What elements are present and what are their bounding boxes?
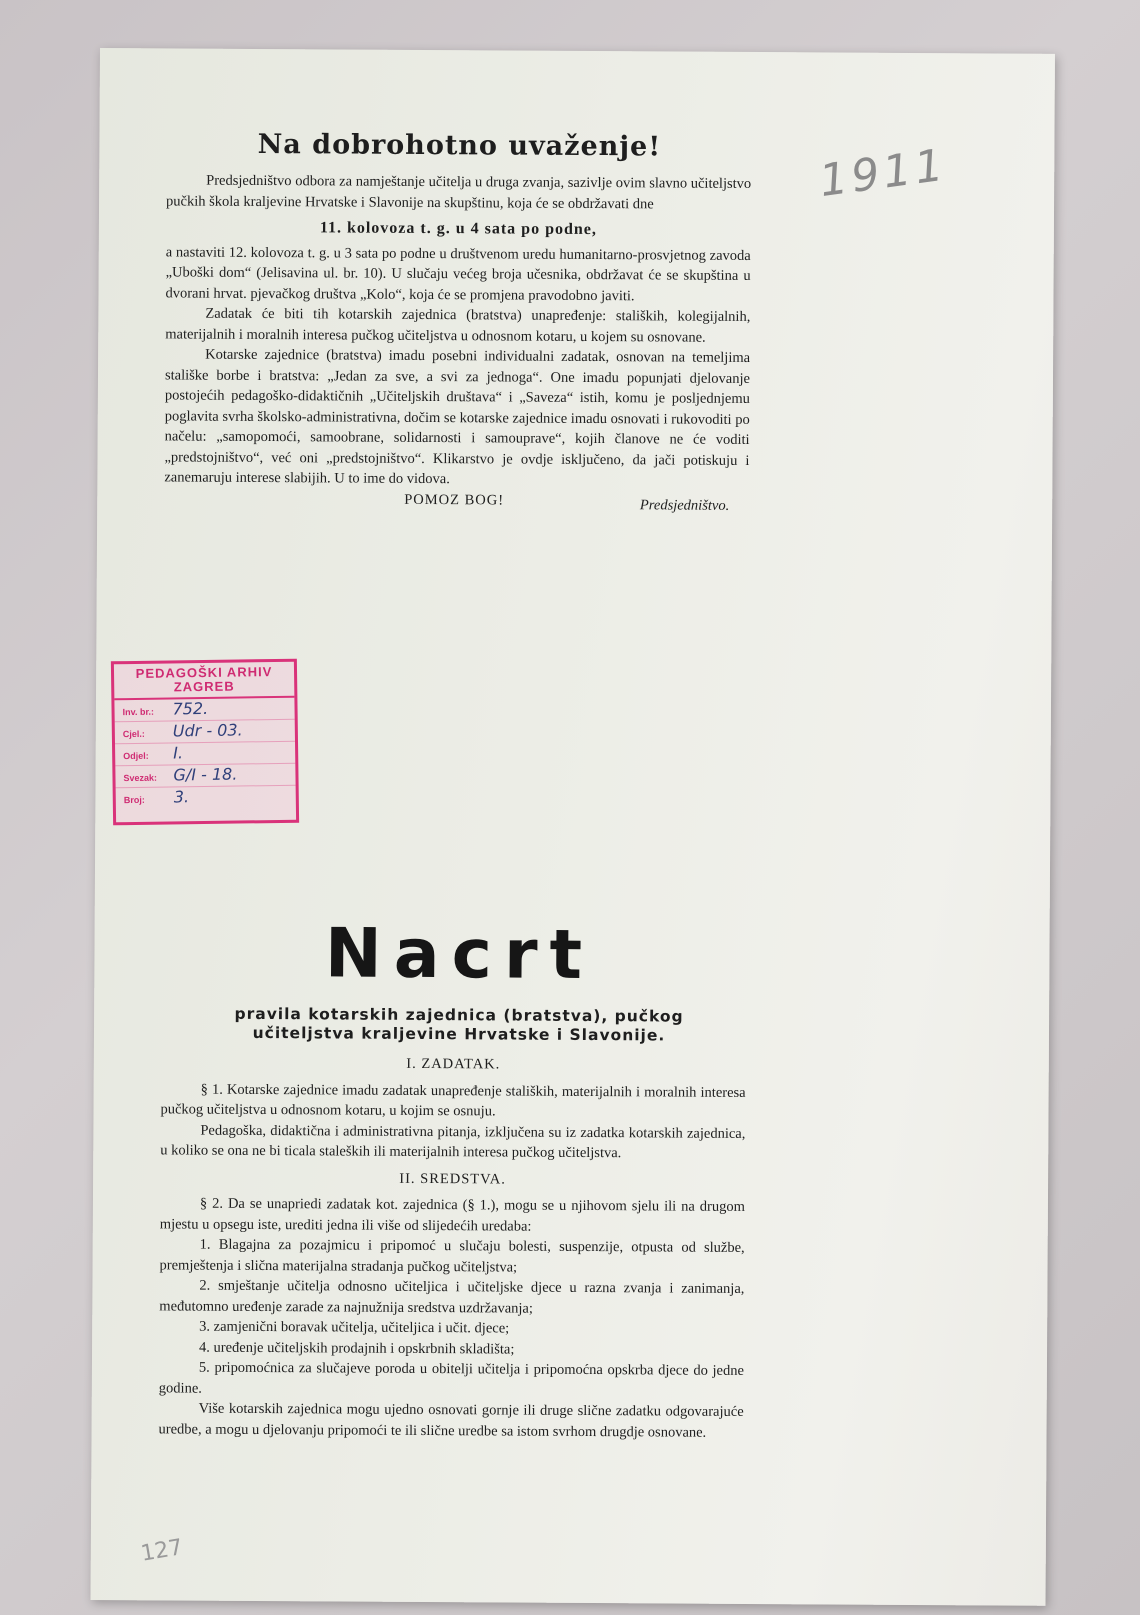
stamp-header [114,662,294,701]
pencil-mark: 127 [139,1535,185,1567]
stamp-row [116,786,296,810]
stamp-label: Cjel.: [122,728,145,740]
draft-subtitle-line1: pravila kotarskih zajednica (bratstva), pučkog [234,1004,684,1026]
notice-intro: Predsjedništvo odbora za namještanje učitelja u druga zvanja, sazivlje ovim slavno učiteljstvo pučkih škola kraljevine Hrvatske i Slavonije na skupštinu, koja će se obdržavati dne [166,172,752,212]
section2-paragraph-2: Više kotarskih zajednica mogu ujedno osnovati gornje ili druge slične zadatku odgovarajuće uredbe, a mogu u djelovanju pripomoći te ili slične uredbe sa istom svrhom drugdje osnovane. [158,1400,744,1441]
draft-subtitle-line2: učiteljstva kraljevine Hrvatske i Slavonije. [252,1023,666,1045]
signature-row [164,488,749,514]
stamp-value: 752. [172,698,209,719]
stamp-value: G/I - 18. [173,764,238,785]
meeting-date: 11. kolovoza t. g. u 4 sata po podne, [319,219,597,239]
notice-individual-paragraph: Kotarske zajednice (bratstva) imadu posebni individualni zadatak, osnovan na temeljima stališke borbe i bratstva: „Jedan za sve, a svi za jednoga“. One imadu popunjati djelovanje postojećih pedagoško-didaktičnih „Učiteljskih društava“ i „Saveza“ istih, komu je posljednjemu poglavita svrha školsko-administrativna, dočim se kotarske zajednice imadu osnovati i rukovoditi po načelu: „samopomoći, samoobrane, solidarnosti i samouprave“, kojih članove ne će voditi „predstojništvo“, već oni „predstojništvo“. Klikarstvo je ovdje isključeno, da jači potiskuju i zanemaruju interese slabijih. U to ime do vidova. [164,346,751,488]
stamp-label: Odjel: [123,750,149,762]
list-item: 3. zamjenični boravak učitelja, učiteljica i učit. djece; [199,1318,510,1337]
section2-paragraph-1: § 2. Da se unapriedi zadatak kot. zajednica (§ 1.), mogu se u njihovom sjelu ili na drugom mjestu u opsegu iste, urediti jedna ili više od slijedećih uredaba: [159,1195,745,1235]
notice-task-paragraph: Zadatak će biti tih kotarskih zajednica (bratstva) unapređenje: staliških, kolegijalnih, materijalnih i moralnih interesa pučkog učiteljstva u odnosnom kotaru, u kojem su osnovane. [165,305,751,346]
list-item: 5. pripomoćnica za slučajeve poroda u obitelji učitelja i pripomoćna opskrba djece do jedne godine. [158,1359,744,1397]
signature: Predsjedništvo. [639,496,730,514]
stamp-value: Udr - 03. [172,720,243,741]
stamp-header-line1: PEDAGOŠKI ARHIV [135,664,273,681]
stamp-label: Broj: [123,794,145,806]
notice-continuation: a nastaviti 12. kolovoza t. g. u 3 sata po podne u društvenom uredu humanitarno-prosvjetnog zavoda „Uboški dom“ (Jelisavina ul. br. 10). U slučaju većeg broja učesnika, obdržavat će se skupština u dvorani hrvat. pjevačkog društva „Kolo“, koja će se promjena pravodobno javiti. [165,243,751,304]
list-item: 1. Blagajna za pozajmicu i pripomoć u slučaju bolesti, suspenzije, otpusta od službe, premještenja i slična materijalna stradanja pučkog učiteljstva; [159,1236,745,1276]
section1-paragraph-1: § 1. Kotarske zajednice imadu zadatak unapređenje staliških, materijalnih i moralnih interesa pučkog učiteljstva u odnosnom kotaru, u kojim se osnuju. [160,1081,746,1120]
notice-body [164,170,751,513]
stamp-row [115,720,295,745]
draft-body [159,1048,746,1443]
draft-title: Nacrt [324,914,595,996]
archive-stamp [111,659,299,826]
list-item: 4. uređenje učiteljskih prodajnih i opskrbnih skladišta; [199,1339,515,1358]
stamp-value: 3. [173,787,190,807]
stamp-row [115,764,295,789]
draft-subtitle [174,1004,744,1045]
stamp-row [115,742,295,767]
stamp-label: Svezak: [123,772,158,784]
stamp-value: I. [173,743,184,763]
notice-title: Na dobrohotno uvaženje! [257,128,662,163]
stamp-label: Inv. br.: [122,706,154,718]
stamp-header-line2: ZAGREB [173,678,235,695]
stamp-row [114,698,294,723]
list-item: 2. smještanje učitelja odnosno učiteljica i učiteljske djece u razna zvanja i zanimanja, međutomno uređenje zarade za najnužnija sredstva uzdržavanja; [159,1277,745,1317]
section2-heading: II. SREDSTVA. [399,1170,506,1188]
section1-heading: I. ZADATAK. [406,1055,501,1073]
section1-paragraph-2: Pedagoška, didaktična i administrativna pitanja, izključena su iz zadatka kotarskih zajednica, u koliko se ona ne bi ticala staleških ili materijalnih interesa pučkog učiteljstva. [160,1122,746,1162]
document-page [91,48,1055,1606]
closing-text: POMOZ BOG! [404,491,505,508]
handwritten-number: 1911 [816,139,951,208]
